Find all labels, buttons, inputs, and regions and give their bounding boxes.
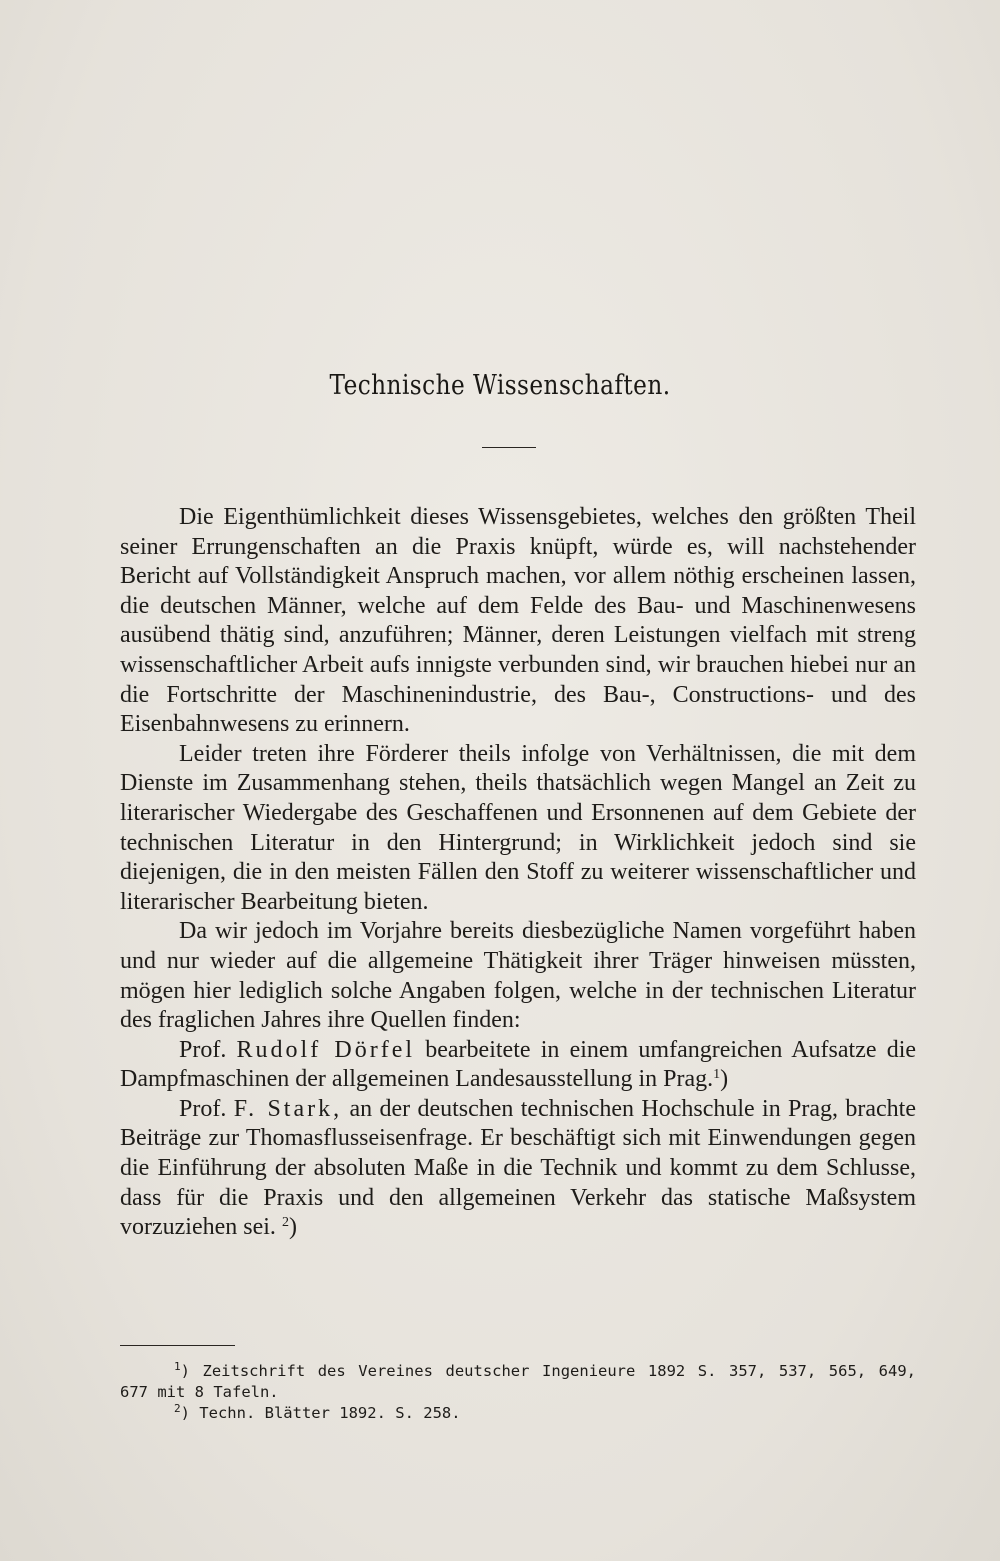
- footnote-2-text: ) Techn. Blätter 1892. S. 258.: [180, 1404, 461, 1422]
- body-text: [120, 503, 916, 1243]
- paragraph-5-text: an der deutschen technischen Hochschule in Prag, brachte Beiträge zur Thomasflusseisenfrage. Er beschäftigt sich mit Einwendungen gegen die Einführung der absoluten Maße in die Technik und kommt zu dem Schlusse, dass für die Praxis und den allgemeinen Verkehr das statische Maßsystem vorzuziehen sei.: [120, 1095, 916, 1241]
- footnote-ref-1: 1: [713, 1067, 721, 1083]
- footnote-divider: [120, 1345, 235, 1346]
- paragraph-4-prefix: Prof.: [179, 1036, 227, 1063]
- person-name-stark: F. Stark,: [233, 1095, 343, 1122]
- footnote-ref-2: 2: [281, 1215, 289, 1231]
- title-divider: [482, 447, 536, 448]
- paragraph-5-prefix: Prof.: [179, 1095, 227, 1122]
- paragraph-2: Leider treten ihre Förderer theils infolge von Verhältnissen, die mit dem Dienste im Zusammenhang stehen, theils thatsächlich wegen Mangel an Zeit zu literarischer Wiedergabe des Geschaffenen und Ersonnenen auf dem Gebiete der technischen Literatur in den Hintergrund; in Wirklichkeit jedoch sind sie diejenigen, die in den meisten Fällen den Stoff zu weiterer wissenschaftlicher und literarischer Bearbeitung bieten.: [120, 740, 916, 915]
- footnotes: [120, 1361, 916, 1424]
- paragraph-4-text: bearbeitete in einem umfangreichen Aufsatze die Dampfmaschinen der allgemeinen Landesausstellung in Prag.: [120, 1036, 917, 1093]
- footnote-2-mark: 2: [174, 1402, 181, 1415]
- paragraph-4: [120, 1036, 916, 1095]
- footnote-1-mark: 1: [174, 1360, 181, 1373]
- paragraph-1: Die Eigenthümlichkeit dieses Wissensgebietes, welches den größten Theil seiner Errungenschaften an die Praxis knüpft, würde es, will nachstehender Bericht auf Vollständigkeit Anspruch machen, vor allem nöthig erscheinen lassen, die deutschen Männer, welche auf dem Felde des Bau- und Maschinenwesens ausübend thätig sind, anzuführen; Männer, deren Leistungen vielfach mit streng wissenschaftlicher Arbeit aufs innigste verbunden sind, wir brauchen hiebei nur an die Fortschritte der Maschinenindustrie, des Bau-, Constructions- und des Eisenbahnwesens zu erinnern.: [120, 504, 916, 738]
- footnote-1-text: ) Zeitschrift des Vereines deutscher Ingenieure 1892 S. 357, 537, 565, 649, 677 mit 8 Tafeln.: [120, 1362, 916, 1401]
- page-title: Technische Wissenschaften.: [329, 370, 671, 401]
- footnote-ref-2-close: ): [288, 1214, 297, 1241]
- paragraph-5: [120, 1095, 916, 1243]
- footnote-ref-1-close: ): [720, 1066, 729, 1093]
- person-name-doerfel: Rudolf Dörfel: [236, 1036, 416, 1063]
- footnote-2: [120, 1403, 916, 1424]
- paragraph-3: Da wir jedoch im Vorjahre bereits diesbezügliche Namen vorgeführt haben und nur wieder auf die allgemeine Thätigkeit ihrer Träger hinweisen müssten, mögen hier lediglich solche Angaben folgen, welche in der technischen Literatur des fraglichen Jahres ihre Quellen finden:: [120, 918, 916, 1034]
- footnote-1: [120, 1361, 916, 1403]
